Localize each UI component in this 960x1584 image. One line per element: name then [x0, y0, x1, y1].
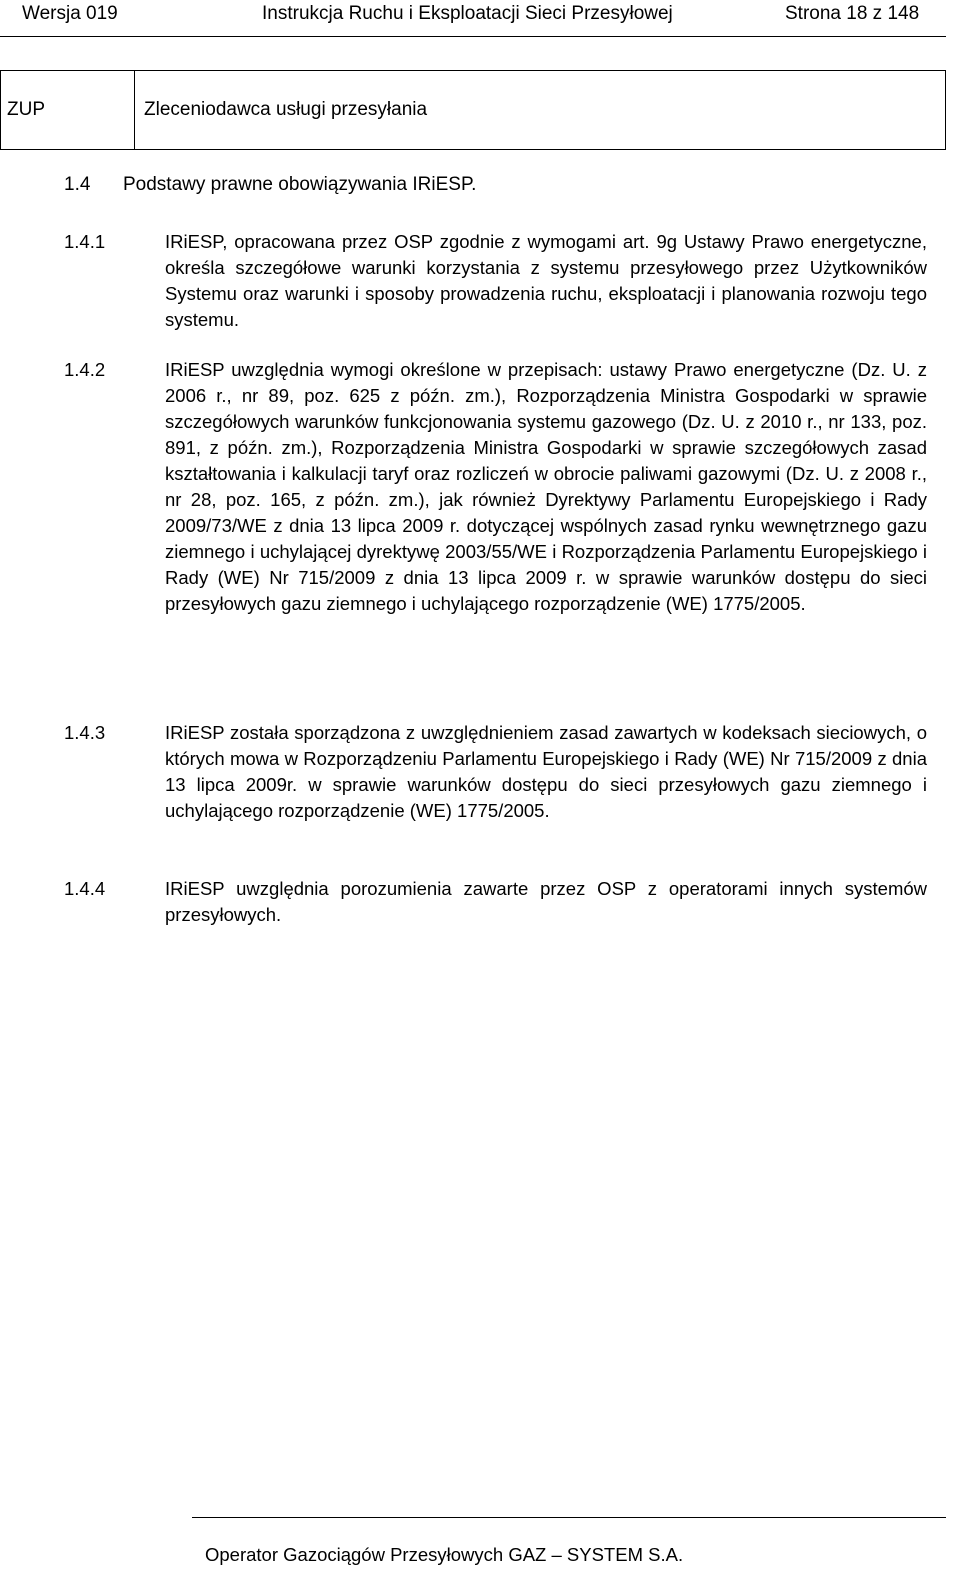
definition-term: ZUP [7, 99, 45, 120]
page-header [0, 0, 960, 28]
footer-company: Operator Gazociągów Przesyłowych GAZ – SYSTEM S.A. [205, 1544, 684, 1565]
footer-divider [192, 1517, 946, 1518]
paragraph-number: 1.4.1 [64, 231, 106, 252]
definition-description: Zleceniodawca usługi przesyłania [144, 99, 428, 120]
paragraph-number: 1.4.4 [64, 878, 106, 899]
document-title: Instrukcja Ruchu i Eksploatacji Sieci Przesyłowej [262, 3, 673, 24]
document-version: Wersja 019 [22, 3, 118, 24]
section-number: 1.4 [64, 174, 91, 195]
header-divider [0, 36, 946, 37]
paragraph-number: 1.4.2 [64, 359, 106, 380]
paragraph-text: IRiESP, opracowana przez OSP zgodnie z wymogami art. 9g Ustawy Prawo energetyczne, określa szczegółowe warunki korzystania z systemu przesyłowego przez Użytkowników Systemu oraz warunki i sposoby prowadzenia ruchu, eksploatacji i planowania rozwoju tego systemu. [165, 231, 927, 330]
paragraph-text: IRiESP została sporządzona z uwzględnieniem zasad zawartych w kodeksach sieciowych, o których mowa w Rozporządzeniu Parlamentu Europejskiego i Rady (WE) Nr 715/2009 z dnia 13 lipca 2009r. w sprawie warunków dostępu do sieci przesyłowych gazu ziemnego i uchylającego rozporządzenie (WE) 1775/2005. [165, 722, 927, 821]
paragraph-number: 1.4.3 [64, 722, 106, 743]
definition-table [0, 70, 946, 150]
table-column-divider [134, 71, 135, 149]
paragraph-text: IRiESP uwzględnia wymogi określone w przepisach: ustawy Prawo energetyczne (Dz. U. z 2006 r., nr 89, poz. 625 z późn. zm.), Rozporządzenia Ministra Gospodarki w sprawie szczegółowych warunków funkcjonowania systemu gazowego (Dz. U. z 2010 r., nr 133, poz. 891, z późn. zm.), Rozporządzenia Ministra Gospodarki w sprawie szczegółowych zasad kształtowania i kalkulacji taryf oraz rozliczeń w obrocie paliwami gazowymi (Dz. U. z 2008 r., nr 28, poz. 165, z późn. zm.), jak również Dyrektywy Parlamentu Europejskiego i Rady 2009/73/WE z dnia 13 lipca 2009 r. dotyczącej wspólnych zasad rynku wewnętrznego gazu ziemnego i uchylającej dyrektywę 2003/55/WE i Rozporządzenia Parlamentu Europejskiego i Rady (WE) Nr 715/2009 z dnia 13 lipca 2009 r. w sprawie warunków dostępu do sieci przesyłowych gazu ziemnego i uchylającego rozporządzenie (WE) 1775/2005. [165, 359, 927, 614]
paragraph-text: IRiESP uwzględnia porozumienia zawarte przez OSP z operatorami innych systemów przesyłowych. [165, 878, 927, 925]
page-number: Strona 18 z 148 [785, 3, 920, 24]
section-title: Podstawy prawne obowiązywania IRiESP. [123, 174, 477, 195]
